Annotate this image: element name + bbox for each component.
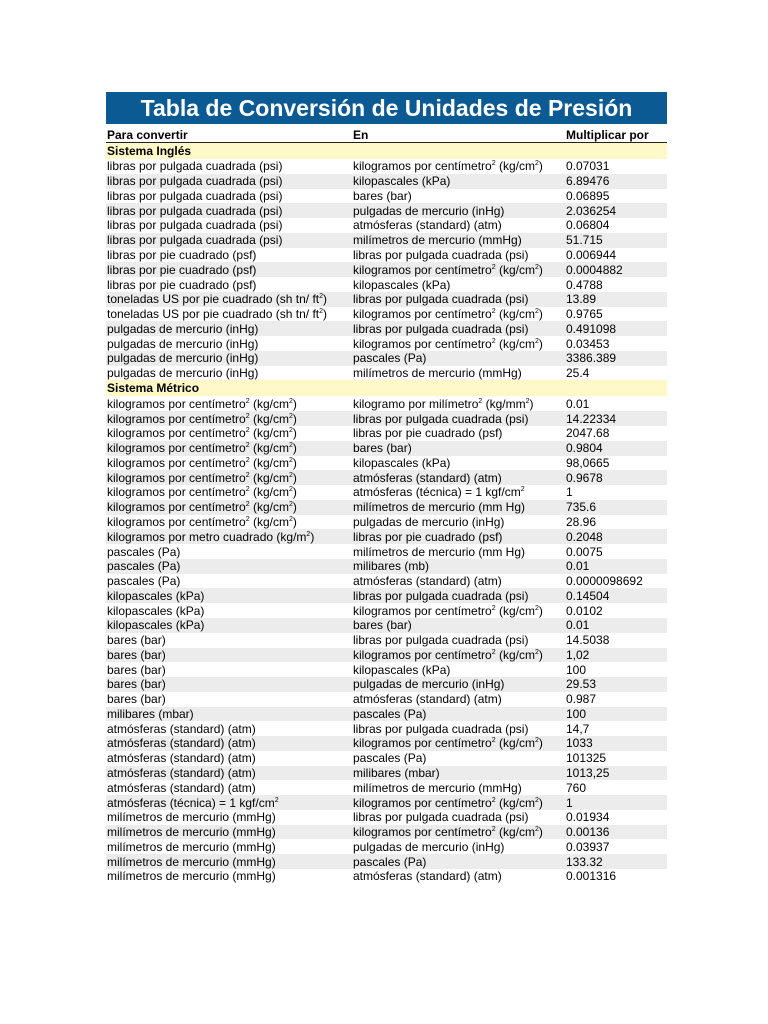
table-row <box>106 441 667 456</box>
cell-from-unit: milímetros de mercurio (mmHg) <box>107 825 276 840</box>
table-row <box>106 692 667 707</box>
cell-to-unit: bares (bar) <box>353 618 412 633</box>
table-row <box>106 336 667 351</box>
cell-factor: 1013,25 <box>566 766 610 780</box>
table-row <box>106 795 667 810</box>
cell-factor: 14.5038 <box>566 633 610 648</box>
table-row <box>106 456 667 471</box>
cell-factor: 0.03453 <box>566 336 610 351</box>
table-row <box>106 248 667 263</box>
cell-from-unit: kilogramos por centímetro$^2$ $(kg/cm^2)$ <box>107 455 297 470</box>
cell-factor: 0.14504 <box>566 588 610 603</box>
cell-to-unit: atmósferas (standard) (atm) <box>353 218 502 233</box>
cell-to-unit: kilogramos por centímetro$^2$ $(kg/cm^2)$ <box>353 262 543 277</box>
cell-from-unit: libras por pulgada cuadrada (psi) <box>107 203 283 218</box>
table-row <box>106 810 667 825</box>
cell-from-unit: atmósferas (standard) (atm) <box>107 766 256 780</box>
table-row <box>106 825 667 840</box>
cell-to-unit: milímetros de mercurio (mmHg) <box>353 366 522 381</box>
cell-to-unit: kilogramos por centímetro$^2$ $(kg/cm^2)$ <box>353 336 543 351</box>
cell-to-unit: kilopascales (kPa) <box>353 277 451 292</box>
cell-to-unit: kilopascales (kPa) <box>353 662 451 677</box>
cell-factor: 0.006944 <box>566 247 617 262</box>
cell-from-unit: atmósferas (técnica) = 1 kgf/$cm^2$ <box>107 795 279 810</box>
table-row <box>106 174 667 189</box>
table-row <box>106 839 667 854</box>
cell-factor: 1 <box>566 485 573 500</box>
cell-from-unit: milibares (mbar) <box>107 706 194 721</box>
cell-from-unit: atmósferas (standard) (atm) <box>107 780 256 795</box>
cell-to-unit: milímetros de mercurio (mmHg) <box>353 233 522 248</box>
cell-to-unit: libras por pie cuadrado (psf) <box>353 529 503 544</box>
cell-factor: 0.987 <box>566 692 597 707</box>
cell-factor: 0.0075 <box>566 544 603 559</box>
cell-from-unit: libras por pulgada cuadrada (psi) <box>107 159 283 174</box>
table-row <box>106 485 667 500</box>
cell-factor: 2047.68 <box>566 426 610 441</box>
cell-factor: 0.06895 <box>566 188 610 203</box>
cell-factor: 0.01 <box>566 396 590 411</box>
cell-from-unit: toneladas US por pie cuadrado (sh tn/ $ft^2$) <box>107 307 328 322</box>
cell-factor: 0.0102 <box>566 603 603 618</box>
cell-to-unit: milibares (mb) <box>353 559 430 574</box>
cell-from-unit: pascales (Pa) <box>107 544 181 559</box>
cell-from-unit: bares (bar) <box>107 677 166 692</box>
table-title: Tabla de Conversión de Unidades de Presión <box>106 92 667 124</box>
cell-to-unit: libras por pulgada cuadrada (psi) <box>353 292 529 307</box>
section-header <box>106 380 667 396</box>
table-row <box>106 780 667 795</box>
cell-from-unit: libras por pulgada cuadrada (psi) <box>107 174 283 189</box>
table-row <box>106 648 667 663</box>
table-row <box>106 662 667 677</box>
cell-factor: 0.9804 <box>566 441 603 456</box>
cell-from-unit: libras por pulgada cuadrada (psi) <box>107 188 283 203</box>
table-row <box>106 159 667 174</box>
table-row <box>106 426 667 441</box>
table-row <box>106 277 667 292</box>
cell-to-unit: pascales (Pa) <box>353 706 427 721</box>
cell-from-unit: milímetros de mercurio (mmHg) <box>107 869 276 884</box>
cell-factor: 0.01934 <box>566 810 610 825</box>
cell-to-unit: pascales (Pa) <box>353 854 427 869</box>
cell-from-unit: bares (bar) <box>107 647 166 662</box>
table-row <box>106 470 667 485</box>
cell-to-unit: pulgadas de mercurio (inHg) <box>353 839 505 854</box>
table-row <box>106 677 667 692</box>
cell-factor: 760 <box>566 780 587 795</box>
table-row <box>106 321 667 336</box>
cell-from-unit: milímetros de mercurio (mmHg) <box>107 810 276 825</box>
cell-factor: 101325 <box>566 751 607 766</box>
cell-to-unit: milímetros de mercurio (mmHg) <box>353 780 522 795</box>
column-header-to: En <box>353 128 369 142</box>
column-header-factor: Multiplicar por <box>566 128 649 142</box>
cell-from-unit: atmósferas (standard) (atm) <box>107 736 256 751</box>
cell-factor: 28.96 <box>566 514 597 529</box>
cell-factor: 6.89476 <box>566 174 610 189</box>
cell-to-unit: kilogramos por centímetro$^2$ $(kg/cm^2)$ <box>353 795 543 810</box>
cell-factor: 100 <box>566 662 587 677</box>
table-row <box>106 544 667 559</box>
table-row <box>106 721 667 736</box>
cell-from-unit: pascales (Pa) <box>107 574 181 589</box>
table-row <box>106 292 667 307</box>
cell-factor: 0.07031 <box>566 159 610 174</box>
column-header-row <box>106 124 667 143</box>
cell-factor: 0.4788 <box>566 277 603 292</box>
cell-from-unit: pulgadas de mercurio (inHg) <box>107 321 259 336</box>
cell-from-unit: atmósferas (standard) (atm) <box>107 751 256 766</box>
cell-from-unit: kilopascales (kPa) <box>107 603 205 618</box>
cell-from-unit: pascales (Pa) <box>107 559 181 574</box>
cell-from-unit: bares (bar) <box>107 692 166 707</box>
table-row <box>106 529 667 544</box>
cell-factor: 1,02 <box>566 647 590 662</box>
cell-to-unit: pulgadas de mercurio (inHg) <box>353 514 505 529</box>
cell-factor: 13.89 <box>566 292 597 307</box>
table-body <box>106 143 667 884</box>
cell-from-unit: kilogramos por centímetro$^2$ $(kg/cm^2)$ <box>107 514 297 529</box>
cell-to-unit: kilogramos por centímetro$^2$ $(kg/cm^2)$ <box>353 307 543 322</box>
cell-factor: 98,0665 <box>566 455 610 470</box>
cell-to-unit: atmósferas (standard) (atm) <box>353 574 502 589</box>
cell-to-unit: atmósferas (técnica) = 1 kgf/$cm^2$ <box>353 485 525 500</box>
table-row <box>106 869 667 884</box>
cell-to-unit: atmósferas (standard) (atm) <box>353 869 502 884</box>
cell-from-unit: milímetros de mercurio (mmHg) <box>107 854 276 869</box>
cell-factor: 0.9765 <box>566 307 603 322</box>
cell-from-unit: pulgadas de mercurio (inHg) <box>107 366 259 381</box>
table-row <box>106 515 667 530</box>
table-row <box>106 854 667 869</box>
cell-to-unit: kilopascales (kPa) <box>353 455 451 470</box>
cell-to-unit: kilogramos por centímetro$^2$ $(kg/cm^2)$ <box>353 603 543 618</box>
cell-to-unit: pulgadas de mercurio (inHg) <box>353 677 505 692</box>
table-row <box>106 574 667 589</box>
conversion-table <box>106 92 667 884</box>
cell-to-unit: bares (bar) <box>353 441 412 456</box>
cell-factor: 0.03937 <box>566 839 610 854</box>
cell-to-unit: libras por pulgada cuadrada (psi) <box>353 321 529 336</box>
cell-from-unit: kilogramos por centímetro$^2$ $(kg/cm^2)$ <box>107 411 297 426</box>
cell-to-unit: bares (bar) <box>353 188 412 203</box>
cell-to-unit: libras por pie cuadrado (psf) <box>353 426 503 441</box>
table-row <box>106 618 667 633</box>
cell-factor: 51.715 <box>566 233 603 248</box>
section-label: Sistema Inglés <box>107 144 192 158</box>
table-row <box>106 707 667 722</box>
cell-factor: 1033 <box>566 736 593 751</box>
cell-from-unit: libras por pie cuadrado (psf) <box>107 277 257 292</box>
cell-factor: 29.53 <box>566 677 597 692</box>
cell-to-unit: kilogramos por centímetro$^2$ $(kg/cm^2)$ <box>353 647 543 662</box>
cell-from-unit: bares (bar) <box>107 662 166 677</box>
table-row <box>106 500 667 515</box>
cell-to-unit: libras por pulgada cuadrada (psi) <box>353 411 529 426</box>
cell-to-unit: kilogramo por milímetro$^2$ $(kg/mm^2)$ <box>353 396 534 411</box>
cell-to-unit: libras por pulgada cuadrada (psi) <box>353 247 529 262</box>
cell-factor: 0.0000098692 <box>566 574 643 589</box>
cell-from-unit: libras por pie cuadrado (psf) <box>107 262 257 277</box>
cell-from-unit: kilogramos por centímetro$^2$ $(kg/cm^2)$ <box>107 426 297 441</box>
cell-factor: 100 <box>566 706 587 721</box>
cell-to-unit: libras por pulgada cuadrada (psi) <box>353 633 529 648</box>
cell-to-unit: kilogramos por centímetro$^2$ $(kg/cm^2)$ <box>353 825 543 840</box>
cell-factor: 0.2048 <box>566 529 603 544</box>
cell-to-unit: atmósferas (standard) (atm) <box>353 470 502 485</box>
column-header-from: Para convertir <box>107 128 188 142</box>
table-row <box>106 233 667 248</box>
cell-to-unit: kilogramos por centímetro$^2$ $(kg/cm^2)$ <box>353 736 543 751</box>
cell-from-unit: libras por pie cuadrado (psf) <box>107 247 257 262</box>
cell-from-unit: kilogramos por centímetro$^2$ $(kg/cm^2)$ <box>107 441 297 456</box>
cell-to-unit: kilogramos por centímetro$^2$ $(kg/cm^2)$ <box>353 159 543 174</box>
cell-to-unit: pascales (Pa) <box>353 751 427 766</box>
cell-factor: 25.4 <box>566 366 590 381</box>
cell-factor: 0.01 <box>566 618 590 633</box>
cell-to-unit: kilopascales (kPa) <box>353 174 451 189</box>
cell-to-unit: milímetros de mercurio (mm Hg) <box>353 500 526 515</box>
table-row <box>106 262 667 277</box>
cell-from-unit: kilogramos por centímetro$^2$ $(kg/cm^2)$ <box>107 470 297 485</box>
cell-factor: 2.036254 <box>566 203 617 218</box>
cell-factor: 14,7 <box>566 721 590 736</box>
cell-factor: 1 <box>566 795 573 810</box>
table-row <box>106 307 667 322</box>
cell-from-unit: kilogramos por metro cuadrado $(kg/m^2)$ <box>107 529 315 544</box>
cell-from-unit: kilogramos por centímetro$^2$ $(kg/cm^2)$ <box>107 396 297 411</box>
table-row <box>106 203 667 218</box>
cell-factor: 0.491098 <box>566 321 617 336</box>
cell-from-unit: atmósferas (standard) (atm) <box>107 721 256 736</box>
cell-factor: 0.9678 <box>566 470 603 485</box>
table-row <box>106 559 667 574</box>
cell-from-unit: kilogramos por centímetro$^2$ $(kg/cm^2)$ <box>107 485 297 500</box>
cell-from-unit: toneladas US por pie cuadrado (sh tn/ $ft^2$) <box>107 292 328 307</box>
table-row <box>106 189 667 204</box>
table-row <box>106 366 667 381</box>
cell-to-unit: milímetros de mercurio (mm Hg) <box>353 544 526 559</box>
table-row <box>106 736 667 751</box>
cell-from-unit: libras por pulgada cuadrada (psi) <box>107 218 283 233</box>
cell-from-unit: bares (bar) <box>107 633 166 648</box>
cell-to-unit: libras por pulgada cuadrada (psi) <box>353 588 529 603</box>
cell-factor: 14.22334 <box>566 411 617 426</box>
table-row <box>106 603 667 618</box>
table-row <box>106 396 667 411</box>
table-row <box>106 751 667 766</box>
cell-factor: 3386.389 <box>566 351 617 366</box>
cell-factor: 0.06804 <box>566 218 610 233</box>
table-row <box>106 588 667 603</box>
cell-factor: 133.32 <box>566 854 603 869</box>
cell-to-unit: atmósferas (standard) (atm) <box>353 692 502 707</box>
cell-factor: 0.001316 <box>566 869 617 884</box>
cell-from-unit: kilopascales (kPa) <box>107 588 205 603</box>
table-row <box>106 633 667 648</box>
cell-from-unit: libras por pulgada cuadrada (psi) <box>107 233 283 248</box>
cell-factor: 0.00136 <box>566 825 610 840</box>
cell-from-unit: pulgadas de mercurio (inHg) <box>107 336 259 351</box>
cell-from-unit: kilopascales (kPa) <box>107 618 205 633</box>
table-row <box>106 411 667 426</box>
cell-from-unit: kilogramos por centímetro$^2$ $(kg/cm^2)$ <box>107 500 297 515</box>
table-row <box>106 218 667 233</box>
cell-factor: 0.0004882 <box>566 262 623 277</box>
section-header <box>106 143 667 159</box>
cell-from-unit: milímetros de mercurio (mmHg) <box>107 839 276 854</box>
cell-to-unit: pascales (Pa) <box>353 351 427 366</box>
table-row <box>106 766 667 781</box>
cell-factor: 735.6 <box>566 500 597 515</box>
cell-to-unit: milibares (mbar) <box>353 766 440 780</box>
table-row <box>106 351 667 366</box>
section-label: Sistema Métrico <box>107 381 200 396</box>
cell-to-unit: pulgadas de mercurio (inHg) <box>353 203 505 218</box>
cell-from-unit: pulgadas de mercurio (inHg) <box>107 351 259 366</box>
cell-to-unit: libras por pulgada cuadrada (psi) <box>353 721 529 736</box>
cell-factor: 0.01 <box>566 559 590 574</box>
cell-to-unit: libras por pulgada cuadrada (psi) <box>353 810 529 825</box>
